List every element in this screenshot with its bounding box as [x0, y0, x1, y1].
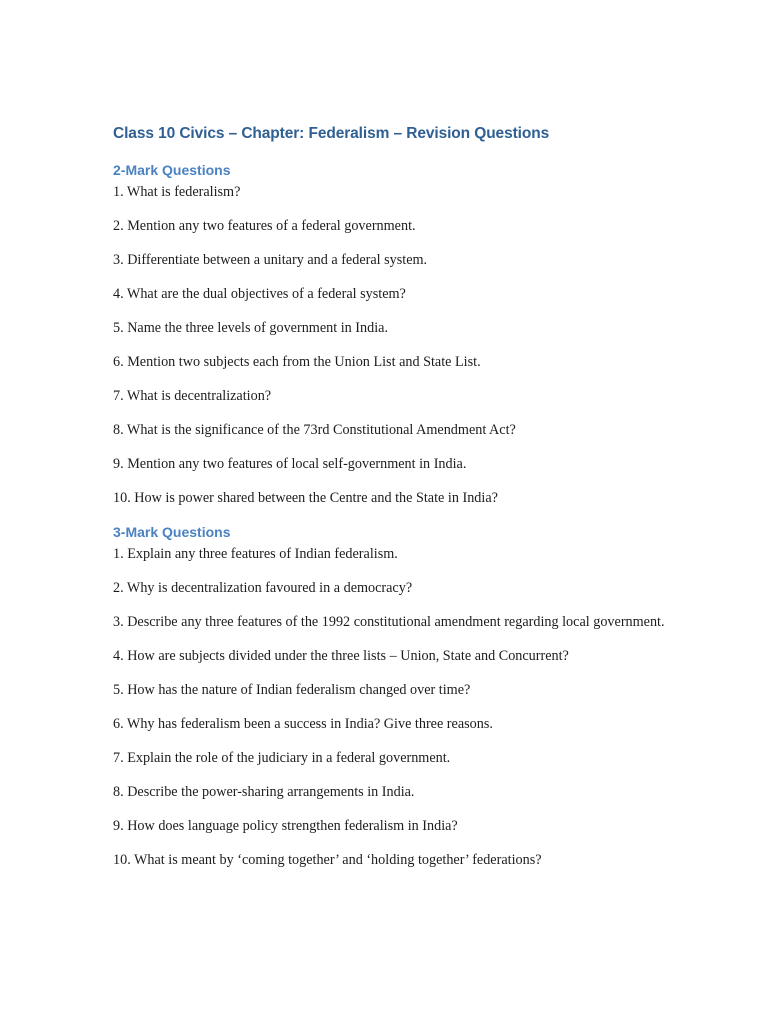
question-item: 8. Describe the power-sharing arrangements in India.: [113, 783, 415, 800]
question-item: 6. Why has federalism been a success in India? Give three reasons.: [113, 715, 493, 732]
document-title: Class 10 Civics – Chapter: Federalism – Revision Questions: [113, 125, 550, 142]
section-2-mark: [113, 161, 673, 510]
question-item: 2. Mention any two features of a federal government.: [113, 218, 416, 234]
section-heading: 3-Mark Questions: [113, 523, 231, 540]
section-heading: 2-Mark Questions: [113, 162, 231, 178]
question-item: 5. Name the three levels of government in India.: [113, 320, 388, 336]
question-item: 5. How has the nature of Indian federalism changed over time?: [113, 681, 471, 698]
section-3-mark: [113, 523, 673, 872]
question-item: 1. What is federalism?: [113, 184, 241, 200]
question-item: 10. What is meant by ‘coming together’ and ‘holding together’ federations?: [113, 851, 542, 868]
question-list: [113, 544, 673, 872]
question-item: 4. What are the dual objectives of a federal system?: [113, 286, 406, 302]
question-item: 10. How is power shared between the Centre and the State in India?: [113, 490, 498, 506]
question-item: 9. How does language policy strengthen federalism in India?: [113, 817, 458, 834]
question-item: 7. What is decentralization?: [113, 388, 272, 404]
question-item: 4. How are subjects divided under the three lists – Union, State and Concurrent?: [113, 647, 569, 664]
question-item: 8. What is the significance of the 73rd Constitutional Amendment Act?: [113, 422, 516, 438]
question-item: 3. Describe any three features of the 1992 constitutional amendment regarding local government.: [113, 613, 665, 630]
question-item: 6. Mention two subjects each from the Union List and State List.: [113, 354, 481, 370]
question-item: 1. Explain any three features of Indian federalism.: [113, 545, 398, 562]
question-item: 3. Differentiate between a unitary and a federal system.: [113, 252, 428, 268]
document-body: [113, 123, 673, 884]
question-list: [113, 182, 673, 510]
question-item: 7. Explain the role of the judiciary in a federal government.: [113, 749, 451, 766]
question-item: 9. Mention any two features of local self-government in India.: [113, 456, 467, 472]
question-item: 2. Why is decentralization favoured in a democracy?: [113, 579, 413, 596]
